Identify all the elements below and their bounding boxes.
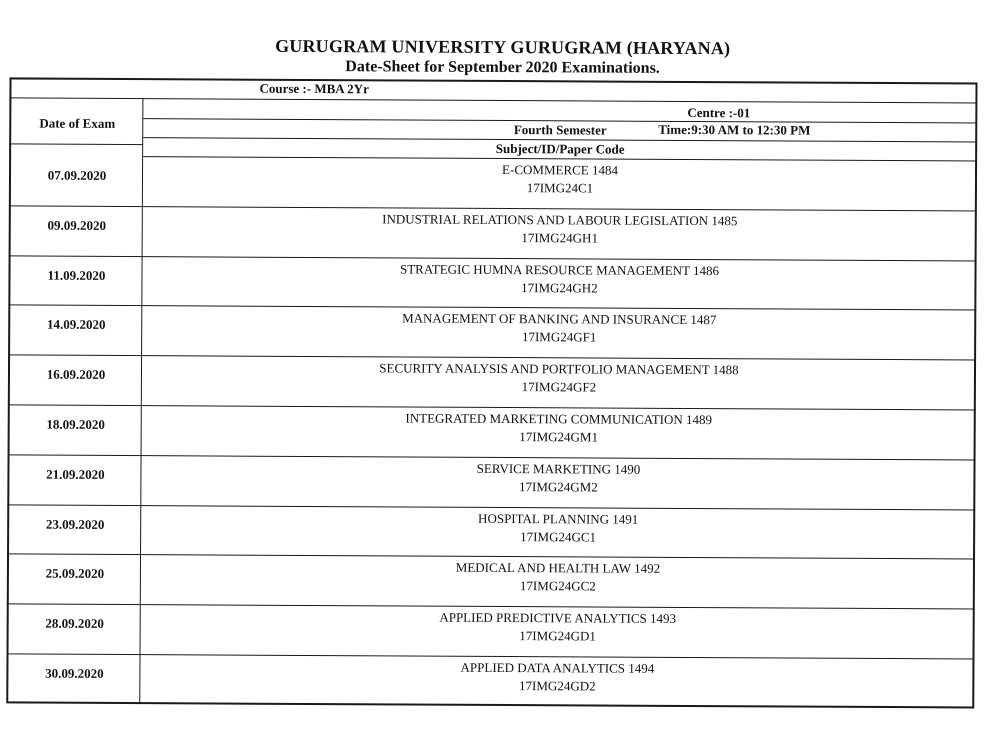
exam-date: 30.09.2020	[45, 665, 104, 681]
subject-code-header: Subject/ID/Paper Code	[495, 140, 625, 157]
subject-code: 17IMG24GH1	[521, 229, 599, 246]
exam-subject-cell	[142, 408, 976, 448]
subject-name: STRATEGIC HUMNA RESOURCE MANAGEMENT 1486	[399, 261, 720, 278]
subject-name: INTEGRATED MARKETING COMMUNICATION 1489	[405, 410, 713, 428]
exam-date: 16.09.2020	[46, 366, 106, 383]
subject-name: MANAGEMENT OF BANKING AND INSURANCE 1487	[402, 310, 717, 328]
exam-subject-cell	[142, 259, 976, 299]
exam-subject-cell	[141, 558, 975, 598]
subject-name: SERVICE MARKETING 1490	[476, 460, 641, 477]
subject-code: 17IMG24GM1	[519, 429, 599, 445]
subject-code: 17IMG24GC2	[519, 578, 596, 594]
time-label: Time:9:30 AM to 12:30 PM	[658, 121, 811, 138]
subject-name: APPLIED PREDICTIVE ANALYTICS 1493	[439, 609, 677, 627]
subject-code: 17IMG24C1	[526, 180, 594, 196]
subject-name: APPLIED DATA ANALYTICS 1494	[460, 659, 655, 676]
subject-code: 17IMG24GC1	[520, 528, 597, 545]
subject-code: 17IMG24GM2	[518, 478, 598, 495]
course-label: Course :- MBA 2Yr	[259, 80, 369, 97]
exam-date: 14.09.2020	[46, 317, 106, 333]
exam-date: 23.09.2020	[45, 516, 105, 532]
exam-date: 25.09.2020	[45, 566, 105, 582]
exam-date: 07.09.2020	[47, 167, 107, 183]
subject-name: E-COMMERCE 1484	[502, 162, 619, 178]
exam-subject-cell	[143, 209, 977, 249]
subject-code: 17IMG24GD2	[519, 678, 596, 694]
exam-subject-cell	[141, 607, 975, 647]
exam-date: 18.09.2020	[46, 416, 105, 432]
university-title: GURUGRAM UNIVERSITY GURUGRAM (HARYANA)	[275, 35, 731, 59]
subject-name: HOSPITAL PLANNING 1491	[478, 510, 639, 527]
exam-date: 11.09.2020	[47, 267, 106, 283]
exam-subject-cell	[143, 159, 977, 199]
exam-subject-cell	[141, 508, 975, 548]
exam-subject-cell	[142, 358, 976, 398]
subject-name: INDUSTRIAL RELATIONS AND LABOUR LEGISLATION 1485	[382, 211, 738, 229]
subject-name: SECURITY ANALYSIS AND PORTFOLIO MANAGEMENT 1488	[379, 360, 739, 378]
exam-date: 09.09.2020	[47, 217, 107, 233]
centre-label: Centre :-01	[687, 104, 751, 121]
date-sheet-subtitle: Date-Sheet for September 2020 Examinations.	[345, 58, 660, 77]
exam-date: 21.09.2020	[46, 466, 105, 482]
subject-code: 17IMG24GF2	[521, 379, 597, 395]
subject-code: 17IMG24GH2	[521, 279, 598, 296]
date-of-exam-header: Date of Exam	[39, 115, 116, 131]
fourth-semester-header: Fourth Semester	[513, 122, 607, 138]
subject-code: 17IMG24GD1	[519, 628, 596, 644]
subject-code: 17IMG24GF1	[521, 329, 597, 345]
exam-subject-cell	[142, 309, 976, 349]
subject-name: MEDICAL AND HEALTH LAW 1492	[455, 560, 661, 577]
exam-subject-cell	[140, 657, 974, 697]
exam-subject-cell	[141, 458, 975, 498]
exam-date: 28.09.2020	[45, 615, 104, 632]
